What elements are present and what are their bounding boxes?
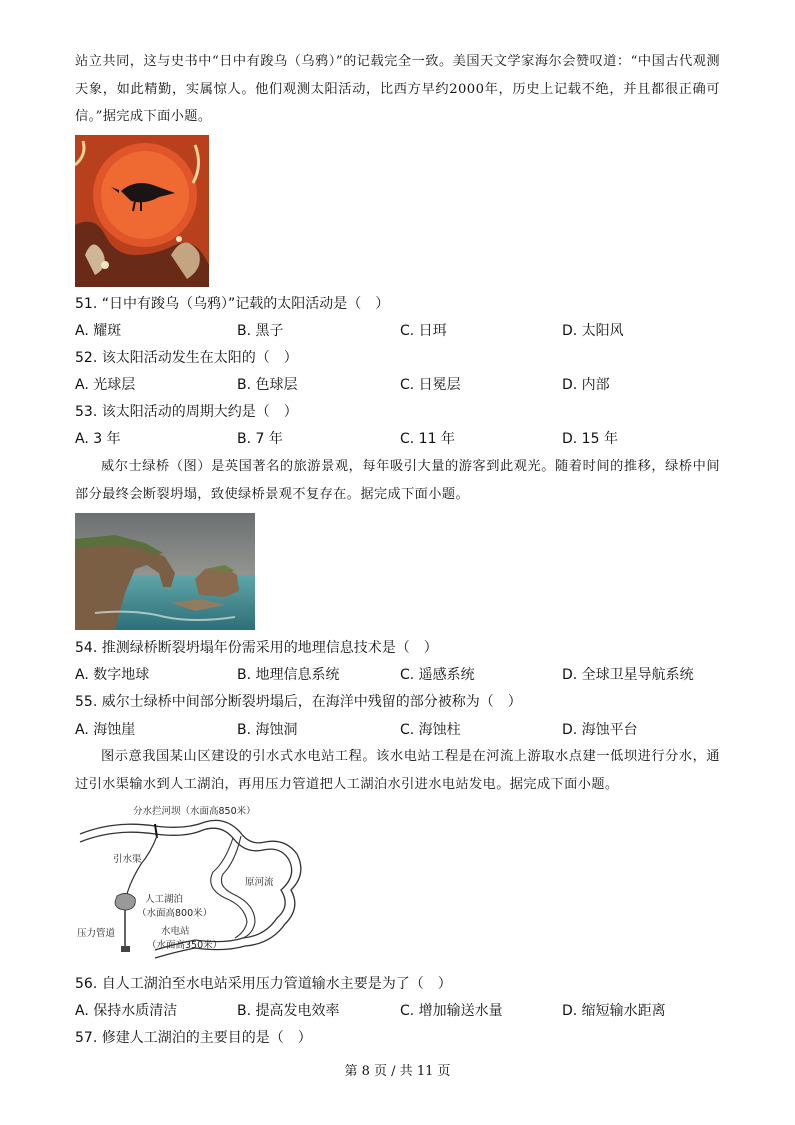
option-d[interactable]: D. 缩短输水距离	[562, 1003, 666, 1019]
option-b[interactable]: B. 海蚀洞	[237, 722, 298, 738]
question-51-options	[75, 321, 725, 341]
option-c[interactable]: C. 增加输送水量	[400, 1003, 503, 1019]
map-label-lake-height: （水面高800米）	[137, 908, 213, 919]
map-label-pipe: 压力管道	[77, 928, 116, 939]
option-d[interactable]: D. 内部	[562, 377, 610, 393]
question-52: 52. 该太阳活动发生在太阳的（ ）	[75, 350, 298, 366]
option-a[interactable]: A. 保持水质清洁	[75, 1003, 178, 1019]
option-d[interactable]: D. 海蚀平台	[562, 722, 638, 738]
intro-paragraph-1: 站立共同，这与史书中“日中有踆乌（乌鸦）”的记载完全一致。美国天文学家海尔会赞叹道：“中国古代观测天象，如此精勤，实属惊人。他们观测太阳活动，比西方早约2000年，历史上记载不绝，并且都很正确可信。”据完成下面小题。	[75, 54, 720, 124]
option-c[interactable]: C. 日冕层	[400, 377, 461, 393]
option-a[interactable]: A. 数字地球	[75, 667, 150, 683]
hydropower-map	[75, 802, 315, 962]
map-label-canal: 引水渠	[113, 854, 142, 865]
option-c[interactable]: C. 遥感系统	[400, 667, 475, 683]
question-54-options	[75, 665, 725, 685]
question-53: 53. 该太阳活动的周期大约是（ ）	[75, 404, 298, 420]
intro-paragraph-2: 威尔士绿桥（图）是英国著名的旅游景观，每年吸引大量的游客到此观光。随着时间的推移，绿桥中间部分最终会断裂坍塌，致使绿桥景观不复存在。据完成下面小题。	[75, 459, 720, 502]
option-a[interactable]: A. 3 年	[75, 431, 121, 447]
option-d[interactable]: D. 15 年	[562, 431, 618, 447]
option-c[interactable]: C. 海蚀柱	[400, 722, 461, 738]
question-52-options	[75, 375, 725, 395]
option-b[interactable]: B. 地理信息系统	[237, 667, 340, 683]
map-label-lake: 人工湖泊	[145, 894, 184, 905]
option-a[interactable]: A. 光球层	[75, 377, 136, 393]
sun-crow-artwork	[75, 135, 209, 287]
page-footer: 第 8 页 / 共 11 页	[344, 1064, 451, 1079]
option-a[interactable]: A. 耀斑	[75, 323, 122, 339]
question-54: 54. 推测绿桥断裂坍塌年份需采用的地理信息技术是（ ）	[75, 640, 438, 656]
option-b[interactable]: B. 色球层	[237, 377, 298, 393]
question-55-options	[75, 720, 725, 740]
question-55: 55. 威尔士绿桥中间部分断裂坍塌后，在海洋中残留的部分被称为（ ）	[75, 694, 522, 710]
intro-paragraph-3: 图示意我国某山区建设的引水式水电站工程。该水电站工程是在河流上游取水点建一低坝进行分水，通过引水渠输水到人工湖泊，再用压力管道把人工湖泊水引进水电站发电。据完成下面小题。	[75, 749, 720, 792]
question-56: 56. 自人工湖泊至水电站采用压力管道输水主要是为了（ ）	[75, 976, 452, 992]
map-label-station: 水电站	[161, 926, 190, 937]
question-53-options	[75, 429, 725, 449]
option-b[interactable]: B. 7 年	[237, 431, 283, 447]
question-56-options	[75, 1001, 725, 1021]
map-label-dam: 分水拦河坝（水面高850米）	[133, 806, 256, 817]
option-c[interactable]: C. 日珥	[400, 323, 447, 339]
option-d[interactable]: D. 全球卫星导航系统	[562, 667, 694, 683]
question-57: 57. 修建人工湖泊的主要目的是（ ）	[75, 1030, 312, 1046]
option-d[interactable]: D. 太阳风	[562, 323, 624, 339]
map-label-river: 原河流	[245, 877, 274, 888]
option-a[interactable]: A. 海蚀崖	[75, 722, 136, 738]
green-bridge-photo	[75, 513, 255, 630]
option-b[interactable]: B. 黑子	[237, 323, 284, 339]
map-label-station-height: （水面高350米）	[147, 940, 223, 951]
option-b[interactable]: B. 提高发电效率	[237, 1003, 340, 1019]
question-51: 51. “日中有踆乌（乌鸦）”记载的太阳活动是（ ）	[75, 296, 390, 312]
option-c[interactable]: C. 11 年	[400, 431, 455, 447]
